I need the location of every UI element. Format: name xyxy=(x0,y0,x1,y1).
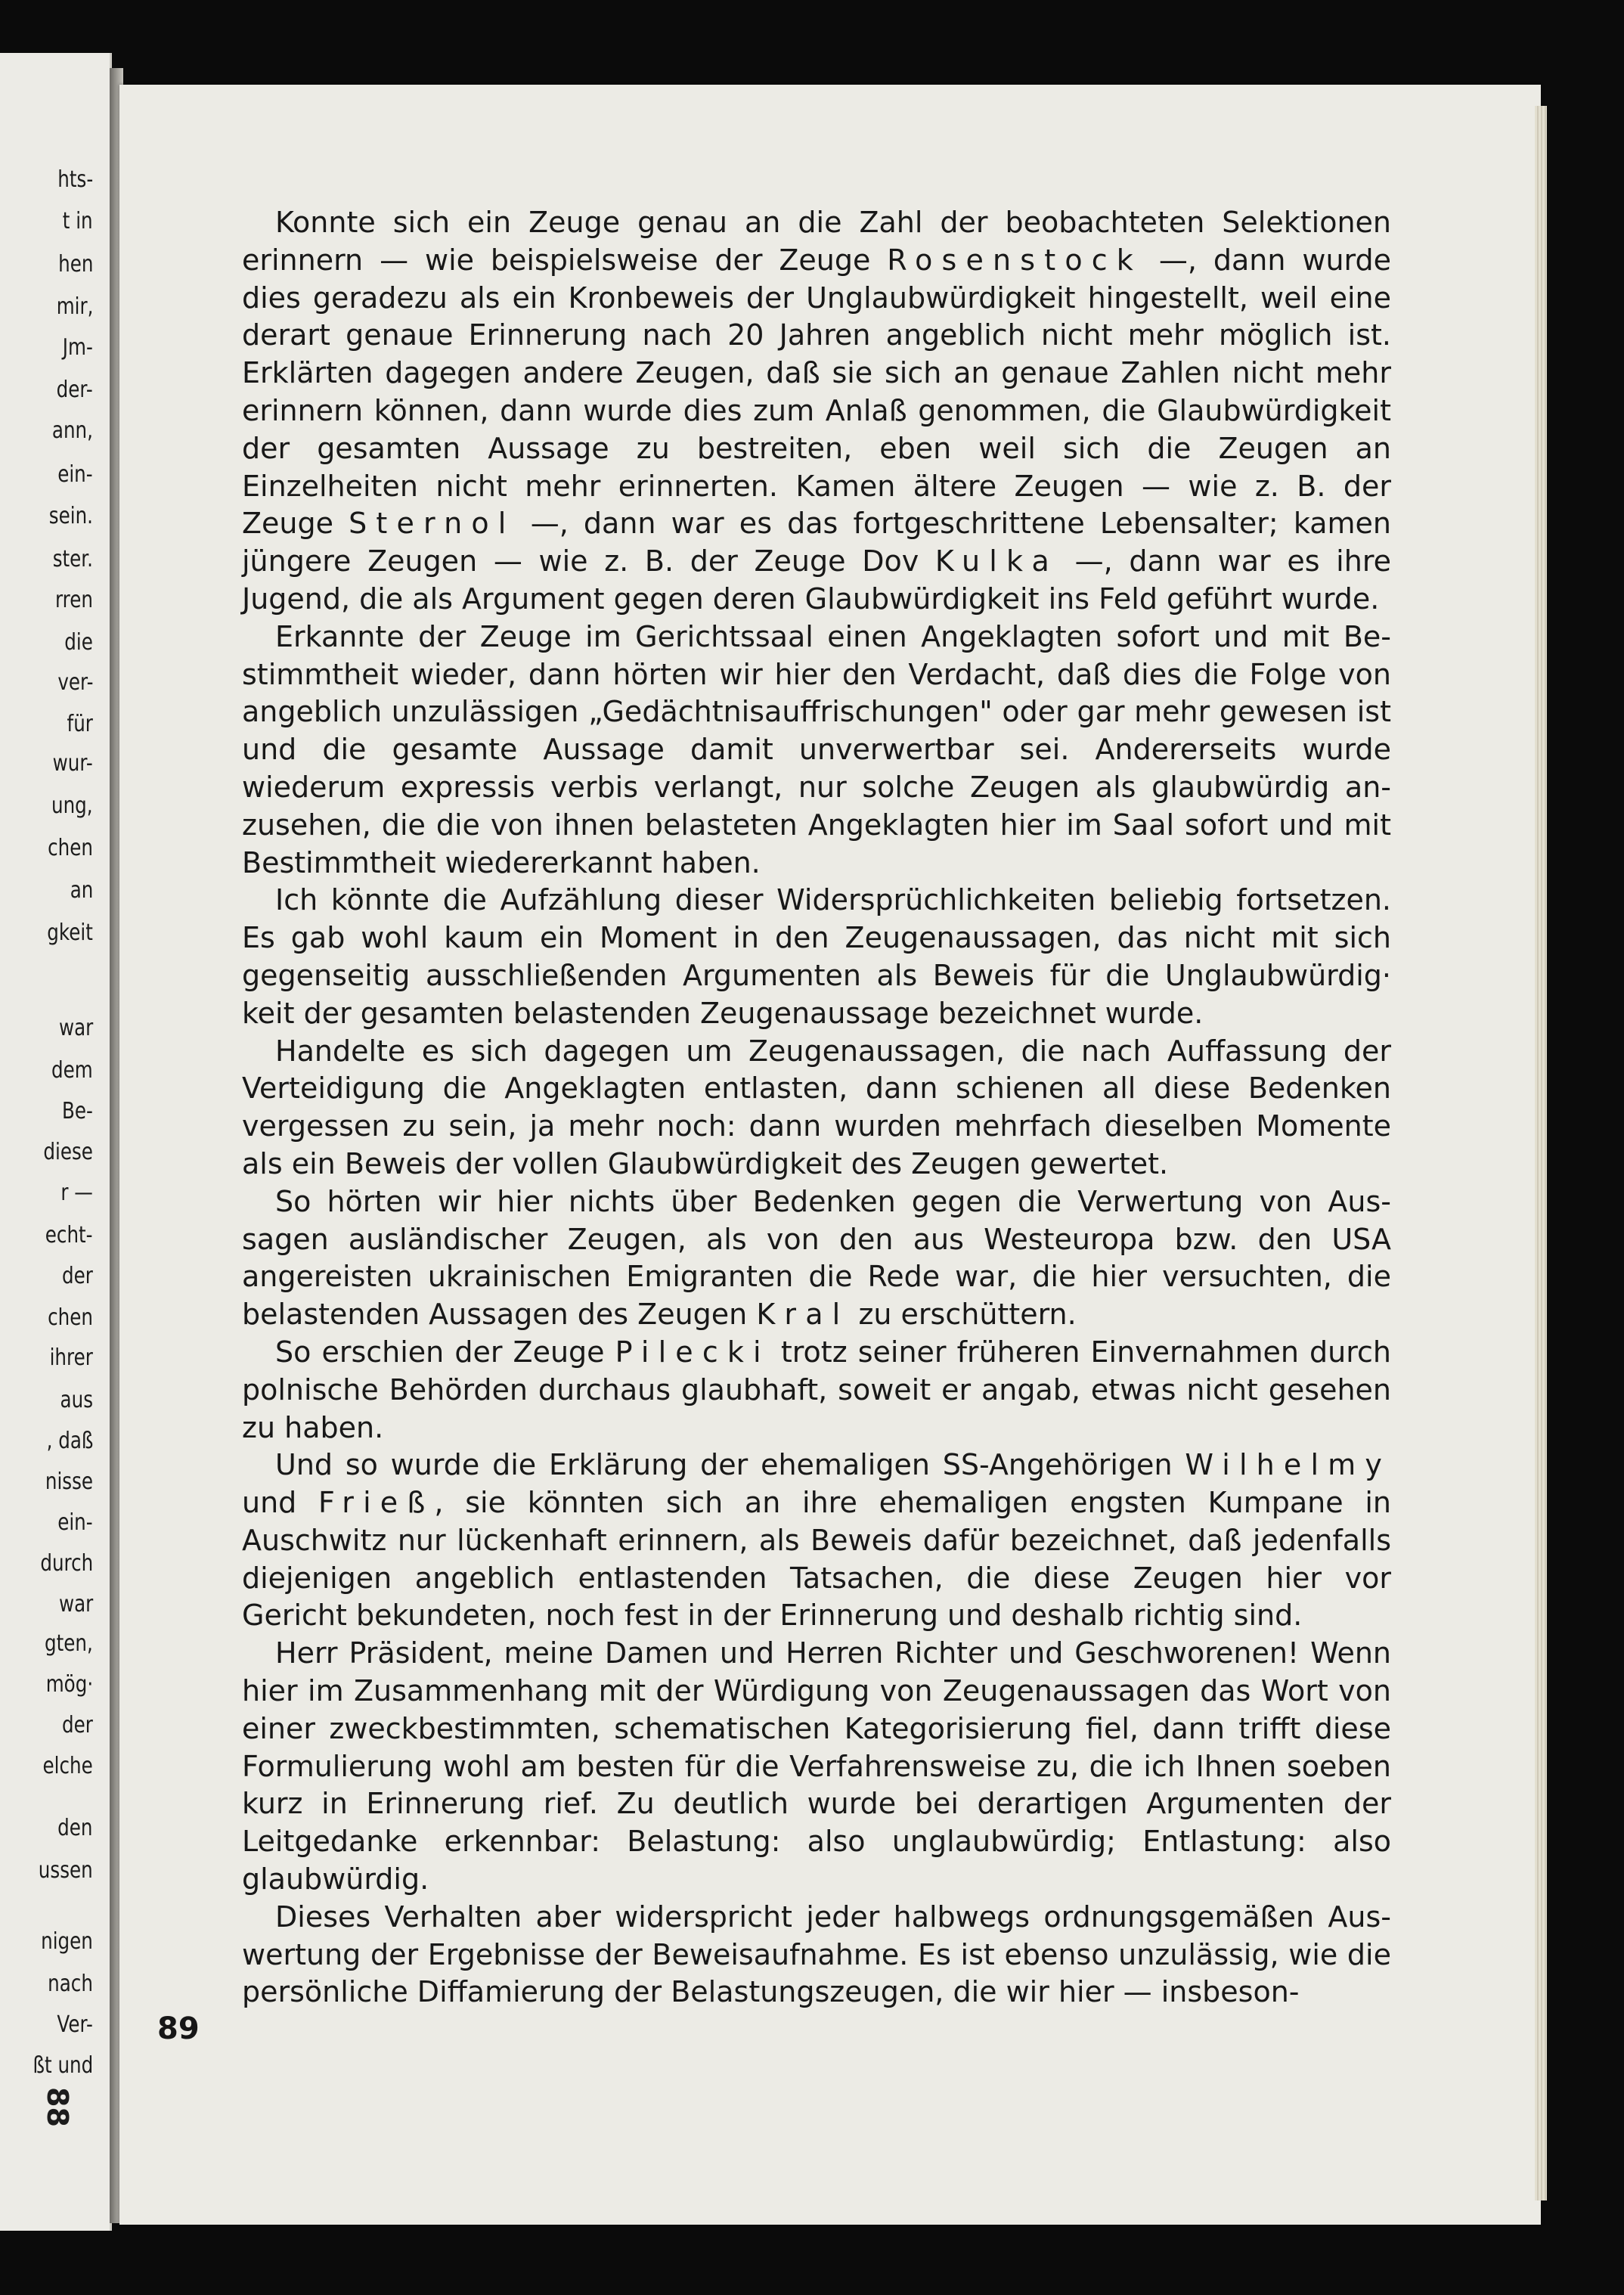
previous-page-fragment: ster. xyxy=(52,546,93,572)
text-run: Herr Präsident, meine Damen und Herren Richter und Geschworenen! Wenn hier im Zusammenhang mit der Würdigung von Zeugenaussagen das Wort von einer zweckbestimmten, schematischen Kategorisierung fiel, dann trifft diese Formulierung wohl am besten für die Verfahrensweise zu, die ich Ihnen soeben kurz in Erinnerung rief. Zu deutlich wurde bei derartigen Argumenten der Leitgedanke erkennbar: Belastung: also unglaubwürdig; Entlastung: also glaubwürdig. xyxy=(242,1636,1391,1896)
spaced-name: Kral xyxy=(756,1298,850,1332)
previous-page-fragment: ung, xyxy=(51,792,93,819)
previous-page-fragment: chen xyxy=(48,1304,93,1331)
previous-page-fragment: sein. xyxy=(48,503,93,529)
previous-page-fragment: hts- xyxy=(57,166,93,193)
page-number: 89 xyxy=(157,2011,200,2046)
paragraph xyxy=(242,882,1391,1032)
previous-page-fragment: der xyxy=(62,1712,93,1738)
spaced-name: Wilhelmy xyxy=(1185,1448,1391,1482)
spaced-name: Pilecki xyxy=(615,1335,770,1369)
page-body-text xyxy=(242,204,1391,2011)
text-run: —, dann war es das fortgeschrittene Lebensalter; kamen jüngere Zeugen — wie z. B. der Zeuge Dov xyxy=(242,507,1391,578)
paragraph xyxy=(242,204,1391,619)
text-run: —, dann war es ihre Jugend, die als Argument gegen deren Glaubwürdigkeit ins Feld geführt wurde. xyxy=(242,544,1391,616)
paragraph xyxy=(242,1635,1391,1899)
previous-page-fragment: gkeit xyxy=(47,920,93,946)
spaced-name: Rosenstock xyxy=(887,243,1142,277)
text-run: —, dann wurde dies geradezu als ein Kronbeweis der Unglaubwürdigkeit hingestellt, weil eine derart genaue Erinnerung nach 20 Jahren angeblich nicht mehr möglich ist. Erklärten dagegen andere Zeugen, daß sie sich an genaue Zahlen nicht mehr erinnern können, dann wurde dies zum Anlaß genommen, die Glaubwürdigkeit der gesamten Aussage zu bestreiten, eben weil sich die Zeugen an Einzelheiten nicht mehr erinnerten. Kamen ältere Zeugen — wie z. B. der Zeuge xyxy=(242,243,1391,541)
previous-page-fragment: rren xyxy=(55,587,93,613)
text-run: Konnte sich ein Zeuge genau an die Zahl der beobachteten Selektionen erinnern — wie beispielsweise der Zeuge xyxy=(242,206,1391,277)
text-run: Erkannte der Zeuge im Gerichtssaal einen Angeklagten sofort und mit Bestimmtheit wieder, dann hörten wir hier den Verdacht, daß dies die Folge von angeblich unzulässigen „Gedächtnisauffrischungen" oder gar mehr gewesen ist und die gesamte Aussage damit unverwertbar sei. Andererseits wurde wiederum expressis verbis verlangt, nur solche Zeugen als glaubwürdig anzusehen, die die von ihnen belasteten Angeklagten hier im Saal sofort und mit Bestimmtheit wiedererkannt haben. xyxy=(242,619,1391,879)
text-run: trotz seiner früheren Einvernahmen durch polnische Behörden durchaus glaubhaft, soweit er angab, etwas nicht gesehen zu haben. xyxy=(242,1335,1391,1444)
previous-page-fragment: nigen xyxy=(41,1928,93,1955)
page-stack-edges xyxy=(1535,106,1547,2200)
previous-page-fragment: ann, xyxy=(51,417,93,444)
previous-page-fragment: Be- xyxy=(62,1098,93,1124)
previous-page-fragment: durch xyxy=(40,1550,93,1577)
previous-page-fragment: ver- xyxy=(57,669,93,696)
previous-page-fragment: den xyxy=(57,1815,93,1841)
previous-page-edge xyxy=(0,53,112,2231)
text-run: So hörten wir hier nichts über Bedenken gegen die Verwertung von Aussagen ausländischer Zeugen, als von den aus Westeuropa bzw. den USA angereisten ukrainischen Emigranten die Rede war, die hier versuchten, die belastenden Aussagen des Zeugen xyxy=(242,1184,1391,1332)
text-run: So erschien der Zeuge xyxy=(275,1335,615,1369)
paragraph xyxy=(242,619,1391,882)
previous-page-fragment: ihrer xyxy=(49,1344,93,1371)
previous-page-fragment: an xyxy=(70,877,93,904)
previous-page-fragment: Jm- xyxy=(62,334,93,361)
previous-page-number: 88 xyxy=(41,2087,74,2127)
spaced-name: Kulka xyxy=(934,544,1058,578)
previous-page-fragment: chen xyxy=(48,835,93,861)
previous-page-fragment: ein- xyxy=(57,461,93,488)
previous-page-fragment: nisse xyxy=(45,1468,93,1495)
text-run: und xyxy=(242,1486,319,1520)
previous-page-fragment: nach xyxy=(48,1971,93,1997)
previous-page-fragment: elche xyxy=(42,1753,93,1779)
text-run: zu erschüttern. xyxy=(849,1298,1077,1332)
text-run: Ich könnte die Aufzählung dieser Widersprüchlichkeiten beliebig fortsetzen. Es gab wohl kaum ein Moment in den Zeugenaussagen, das nicht mit sich gegenseitig ausschließenden Argumenten als Beweis für die Unglaubwürdig· keit der gesamten belastenden Zeugenaussage bezeichnet wurde. xyxy=(242,883,1391,1030)
text-run: Dieses Verhalten aber widerspricht jeder halbwegs ordnungsgemäßen Auswertung der Ergebnisse der Beweisaufnahme. Es ist ebenso unzulässig, wie die persönliche Diffamierung der Belastungszeugen, die wir hier — insbeson- xyxy=(242,1900,1391,2009)
previous-page-fragment: war xyxy=(58,1015,93,1041)
previous-page-fragment: dem xyxy=(51,1057,93,1084)
spaced-name: Sternol xyxy=(349,507,516,541)
book-page xyxy=(119,85,1541,2225)
paragraph xyxy=(242,1183,1391,1334)
previous-page-fragment: , daß xyxy=(46,1428,93,1454)
previous-page-fragment: für xyxy=(67,711,93,737)
paragraph xyxy=(242,1447,1391,1635)
previous-page-fragment: diese xyxy=(43,1139,93,1165)
previous-page-fragment: ßt und xyxy=(33,2052,93,2079)
previous-page-fragment: mir, xyxy=(56,293,93,320)
previous-page-fragment: ein- xyxy=(57,1509,93,1536)
previous-page-fragment: echt- xyxy=(45,1222,93,1248)
previous-page-fragment: mög· xyxy=(45,1671,93,1698)
previous-page-fragment: aus xyxy=(60,1387,93,1413)
previous-page-fragment: t in xyxy=(63,208,93,234)
previous-page-fragment: die xyxy=(64,629,93,656)
previous-page-fragment: wur- xyxy=(52,750,93,777)
previous-page-fragment: hen xyxy=(57,251,93,278)
previous-page-fragment: der- xyxy=(56,377,93,403)
spaced-name: Frieß xyxy=(318,1486,435,1520)
text-run: Handelte es sich dagegen um Zeugenaussagen, die nach Auffassung der Verteidigung die Angeklagten entlasten, dann schienen all diese Bedenken vergessen zu sein, ja mehr noch: dann wurden mehrfach dieselben Momente als ein Beweis der vollen Glaubwürdigkeit des Zeugen gewertet. xyxy=(242,1034,1391,1180)
paragraph xyxy=(242,1334,1391,1447)
previous-page-fragment: war xyxy=(58,1591,93,1617)
previous-page-fragment: r — xyxy=(60,1180,93,1206)
paragraph xyxy=(242,1899,1391,2011)
previous-page-fragment: ussen xyxy=(39,1857,93,1884)
previous-page-fragment: der xyxy=(62,1263,93,1289)
text-run: , sie könnten sich an ihre ehemaligen engsten Kumpane in Auschwitz nur lückenhaft erinnern, als Beweis dafür bezeichnet, daß jedenfalls diejenigen angeblich entlastenden Tatsachen, die diese Zeugen hier vor Gericht bekundeten, noch fest in der Erinnerung und deshalb richtig sind. xyxy=(242,1486,1391,1633)
text-run: Und so wurde die Erklärung der ehemaligen SS-Angehörigen xyxy=(275,1448,1185,1482)
previous-page-fragment: Ver- xyxy=(57,2011,93,2038)
paragraph xyxy=(242,1033,1391,1183)
previous-page-fragment: gten, xyxy=(45,1630,93,1657)
